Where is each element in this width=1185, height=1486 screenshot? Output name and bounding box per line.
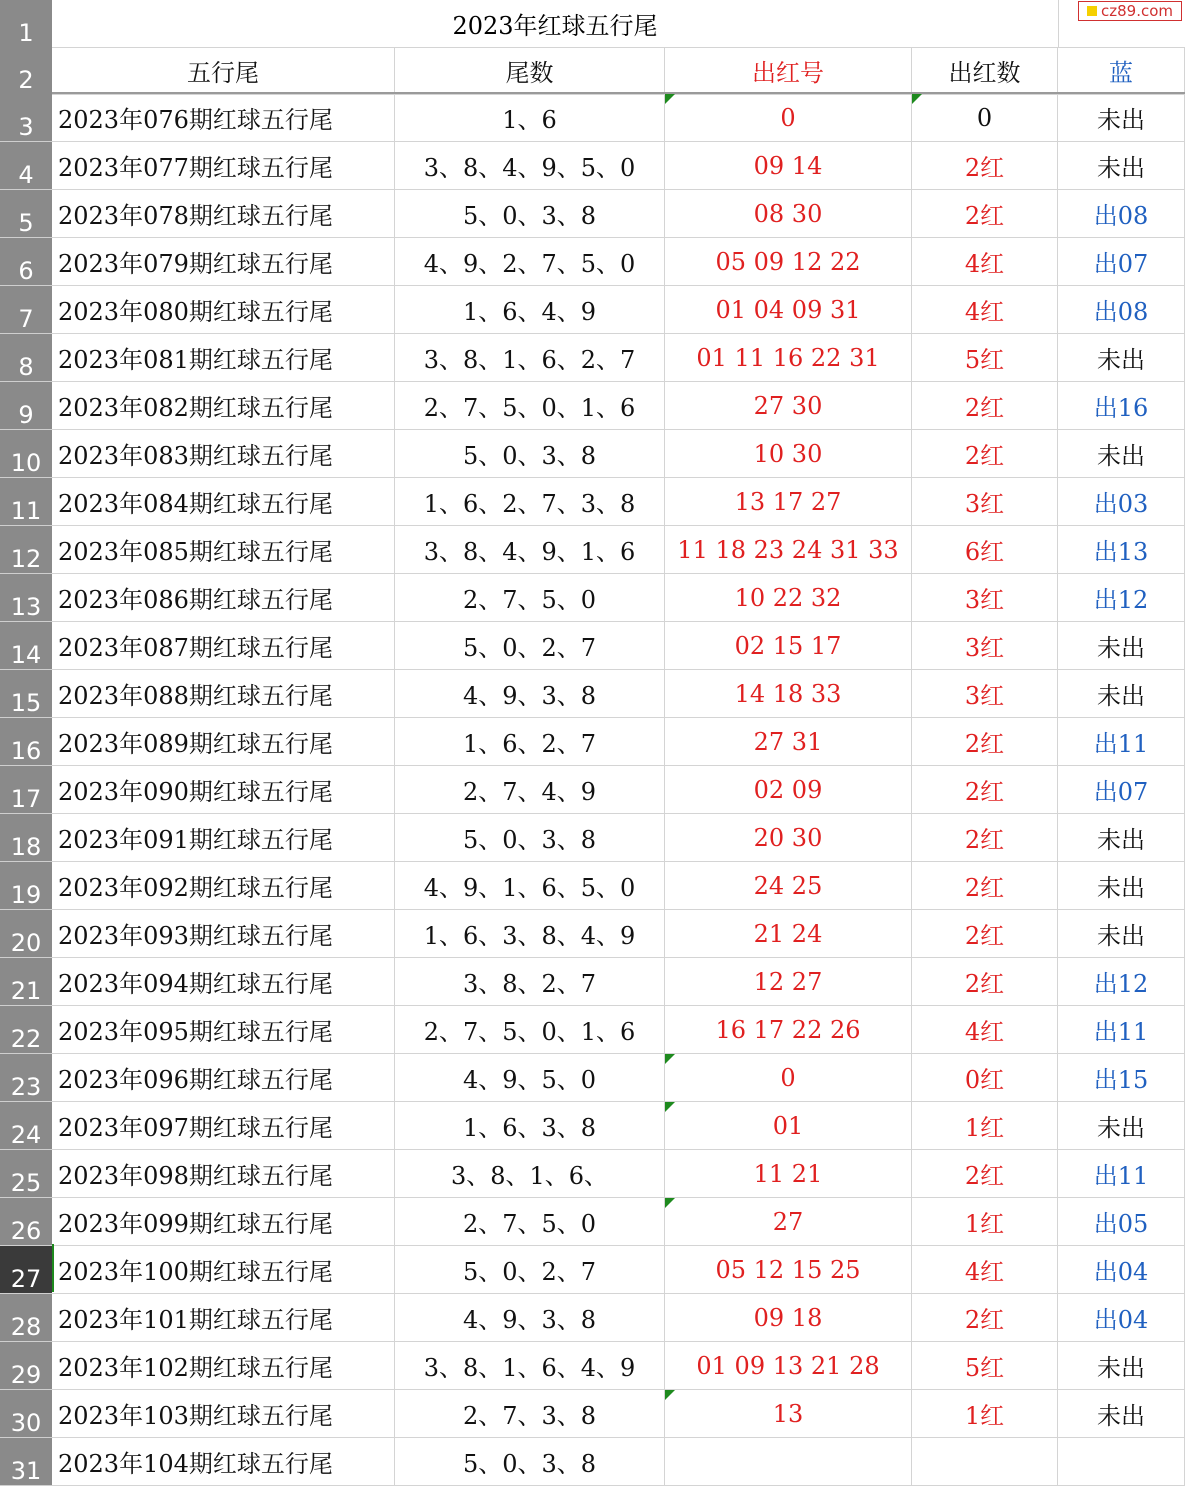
period-cell[interactable]: 2023年102期红球五行尾 — [52, 1342, 395, 1389]
period-cell[interactable]: 2023年077期红球五行尾 — [52, 142, 395, 189]
red-numbers-cell[interactable] — [665, 1006, 912, 1053]
red-count-cell[interactable] — [912, 718, 1058, 765]
blue-cell[interactable]: 出16 — [1058, 382, 1185, 429]
period-cell[interactable]: 2023年099期红球五行尾 — [52, 1198, 395, 1245]
red-count-text: 3红 — [964, 634, 1005, 662]
row-number[interactable]: 8 — [0, 334, 52, 382]
period-cell[interactable]: 2023年094期红球五行尾 — [52, 958, 395, 1005]
red-count-text: 4红 — [964, 250, 1005, 278]
row-number[interactable]: 6 — [0, 238, 52, 286]
comment-marker-icon — [665, 94, 675, 104]
tail-cell[interactable]: 1、6 — [395, 94, 665, 141]
tail-cell[interactable]: 2、7、5、0、1、6 — [395, 1006, 665, 1053]
table-row — [0, 1054, 1185, 1102]
red-count-text: 3红 — [964, 682, 1005, 710]
blue-cell[interactable]: 未出 — [1058, 334, 1185, 381]
red-count-cell[interactable] — [912, 574, 1058, 621]
red-count-text: 2红 — [964, 922, 1005, 950]
row-number[interactable]: 30 — [0, 1390, 52, 1438]
row-number[interactable]: 18 — [0, 814, 52, 862]
red-numbers-text: 11 21 — [753, 1159, 823, 1188]
red-numbers-cell[interactable] — [665, 478, 912, 525]
red-count-text: 6红 — [964, 538, 1005, 566]
tail-cell[interactable]: 2、7、5、0、1、6 — [395, 382, 665, 429]
red-numbers-cell[interactable] — [665, 622, 912, 669]
red-count-cell[interactable] — [912, 1006, 1058, 1053]
red-count-text: 2红 — [964, 778, 1005, 806]
table-row — [0, 430, 1185, 478]
red-count-text: 2红 — [964, 874, 1005, 902]
red-numbers-cell[interactable] — [665, 814, 912, 861]
red-numbers-text: 01 11 16 22 31 — [696, 343, 880, 372]
red-numbers-cell[interactable] — [665, 286, 912, 333]
red-count-cell[interactable] — [912, 430, 1058, 477]
period-cell[interactable]: 2023年095期红球五行尾 — [52, 1006, 395, 1053]
red-numbers-text: 27 31 — [753, 727, 823, 756]
tail-cell[interactable]: 3、8、1、6、2、7 — [395, 334, 665, 381]
red-numbers-cell[interactable] — [665, 382, 912, 429]
red-count-text: 5红 — [964, 1354, 1005, 1382]
red-numbers-cell[interactable] — [665, 766, 912, 813]
table-row — [0, 190, 1185, 238]
red-count-cell[interactable] — [912, 526, 1058, 573]
comment-marker-icon — [665, 1102, 675, 1112]
red-numbers-cell[interactable] — [665, 94, 912, 141]
tail-cell[interactable]: 5、0、3、8 — [395, 814, 665, 861]
header-tail[interactable]: 尾数 — [395, 47, 665, 94]
table-row — [0, 910, 1185, 958]
period-cell[interactable]: 2023年085期红球五行尾 — [52, 526, 395, 573]
red-count-text: 1红 — [964, 1210, 1005, 1238]
logo-square-icon — [1087, 6, 1097, 16]
watermark-text: cz89.com — [1100, 2, 1173, 20]
red-numbers-cell[interactable] — [665, 718, 912, 765]
red-count-text: 0 — [976, 103, 993, 132]
tail-cell[interactable]: 5、0、2、7 — [395, 1246, 665, 1293]
table-row — [0, 574, 1185, 622]
table-row — [0, 478, 1185, 526]
row-number[interactable]: 26 — [0, 1198, 52, 1246]
tail-cell[interactable]: 2、7、3、8 — [395, 1390, 665, 1437]
red-numbers-text: 01 — [772, 1111, 804, 1140]
red-numbers-text: 10 22 32 — [734, 583, 842, 612]
red-numbers-cell[interactable] — [665, 1102, 912, 1149]
red-numbers-cell[interactable] — [665, 1246, 912, 1293]
header-red[interactable]: 出红号 — [665, 47, 912, 94]
red-numbers-cell[interactable] — [665, 1438, 912, 1485]
red-count-cell[interactable] — [912, 334, 1058, 381]
table-row — [0, 334, 1185, 382]
row-number[interactable]: 2 — [0, 47, 52, 95]
red-numbers-text: 21 24 — [753, 919, 823, 948]
blue-cell[interactable]: 未出 — [1058, 142, 1185, 189]
red-numbers-text: 08 30 — [753, 199, 823, 228]
red-count-cell[interactable] — [912, 478, 1058, 525]
red-numbers-text: 12 27 — [753, 967, 823, 996]
table-row — [0, 718, 1185, 766]
red-numbers-cell[interactable] — [665, 238, 912, 285]
row-number[interactable]: 4 — [0, 142, 52, 190]
red-count-cell[interactable] — [912, 1342, 1058, 1389]
header-period[interactable]: 五行尾 — [52, 47, 395, 94]
red-numbers-text: 13 17 27 — [734, 487, 842, 516]
table-row — [0, 622, 1185, 670]
red-numbers-cell[interactable] — [665, 526, 912, 573]
red-numbers-cell[interactable] — [665, 910, 912, 957]
tail-cell[interactable]: 3、8、1、6、 — [395, 1150, 665, 1197]
row-number[interactable]: 3 — [0, 94, 52, 142]
red-count-cell[interactable] — [912, 910, 1058, 957]
red-count-text: 0红 — [964, 1066, 1005, 1094]
row-number[interactable]: 16 — [0, 718, 52, 766]
blue-cell[interactable]: 未出 — [1058, 430, 1185, 477]
row-number[interactable]: 9 — [0, 382, 52, 430]
row-number[interactable]: 10 — [0, 430, 52, 478]
period-cell[interactable]: 2023年078期红球五行尾 — [52, 190, 395, 237]
tail-cell[interactable]: 1、6、2、7、3、8 — [395, 478, 665, 525]
red-numbers-text: 11 18 23 24 31 33 — [677, 535, 899, 564]
tail-cell[interactable]: 1、6、4、9 — [395, 286, 665, 333]
red-numbers-text: 10 30 — [753, 439, 823, 468]
period-cell[interactable]: 2023年076期红球五行尾 — [52, 94, 395, 141]
table-row — [0, 1390, 1185, 1438]
red-numbers-text: 0 — [780, 103, 796, 132]
row-number[interactable]: 14 — [0, 622, 52, 670]
tail-cell[interactable]: 2、7、4、9 — [395, 766, 665, 813]
red-numbers-text: 20 30 — [753, 823, 823, 852]
red-count-cell[interactable] — [912, 814, 1058, 861]
red-count-text: 2红 — [964, 1306, 1005, 1334]
red-count-cell[interactable] — [912, 1150, 1058, 1197]
table-row — [0, 1438, 1185, 1486]
red-numbers-cell[interactable] — [665, 1294, 912, 1341]
header-count[interactable]: 出红数 — [912, 47, 1058, 94]
red-count-cell[interactable] — [912, 238, 1058, 285]
table-row — [0, 1342, 1185, 1390]
row-number[interactable]: 7 — [0, 286, 52, 334]
row-number[interactable]: 22 — [0, 1006, 52, 1054]
title-row — [0, 0, 1185, 48]
red-numbers-text: 02 09 — [753, 775, 823, 804]
blue-cell[interactable]: 出05 — [1058, 1198, 1185, 1245]
row-number[interactable]: 27 — [0, 1246, 52, 1294]
blue-cell[interactable]: 未出 — [1058, 862, 1185, 909]
red-count-cell[interactable] — [912, 142, 1058, 189]
row-number[interactable]: 24 — [0, 1102, 52, 1150]
period-cell[interactable]: 2023年096期红球五行尾 — [52, 1054, 395, 1101]
blue-cell[interactable]: 出11 — [1058, 718, 1185, 765]
tail-cell[interactable]: 2、7、5、0 — [395, 1198, 665, 1245]
active-row-indicator — [52, 1244, 54, 1292]
row-number[interactable]: 5 — [0, 190, 52, 238]
row-number[interactable]: 21 — [0, 958, 52, 1006]
period-cell[interactable]: 2023年092期红球五行尾 — [52, 862, 395, 909]
period-cell[interactable]: 2023年079期红球五行尾 — [52, 238, 395, 285]
blue-cell[interactable]: 出03 — [1058, 478, 1185, 525]
red-numbers-text: 16 17 22 26 — [715, 1015, 861, 1044]
red-numbers-cell[interactable] — [665, 142, 912, 189]
red-numbers-cell[interactable] — [665, 1390, 912, 1437]
table-row — [0, 670, 1185, 718]
tail-cell[interactable]: 4、9、3、8 — [395, 670, 665, 717]
tail-cell[interactable]: 3、8、1、6、4、9 — [395, 1342, 665, 1389]
red-numbers-text: 01 09 13 21 28 — [696, 1351, 880, 1380]
blue-cell[interactable]: 出13 — [1058, 526, 1185, 573]
blue-cell[interactable]: 出08 — [1058, 286, 1185, 333]
red-count-text: 5红 — [964, 346, 1005, 374]
tail-cell[interactable]: 3、8、4、9、5、0 — [395, 142, 665, 189]
table-row — [0, 286, 1185, 334]
red-numbers-text: 27 — [772, 1207, 804, 1236]
blue-cell[interactable]: 未出 — [1058, 1390, 1185, 1437]
red-count-cell[interactable] — [912, 1102, 1058, 1149]
red-count-cell[interactable] — [912, 1294, 1058, 1341]
red-count-text: 2红 — [964, 394, 1005, 422]
blue-cell[interactable]: 未出 — [1058, 1102, 1185, 1149]
table-row — [0, 1150, 1185, 1198]
period-cell[interactable]: 2023年101期红球五行尾 — [52, 1294, 395, 1341]
red-count-text: 2红 — [964, 154, 1005, 182]
blue-cell[interactable] — [1058, 1438, 1185, 1485]
row-number[interactable]: 11 — [0, 478, 52, 526]
tail-cell[interactable]: 1、6、3、8、4、9 — [395, 910, 665, 957]
comment-marker-icon — [665, 1054, 675, 1064]
red-count-text: 2红 — [964, 730, 1005, 758]
tail-cell[interactable]: 5、0、3、8 — [395, 190, 665, 237]
red-count-cell[interactable] — [912, 862, 1058, 909]
red-numbers-cell[interactable] — [665, 958, 912, 1005]
red-numbers-cell[interactable] — [665, 334, 912, 381]
blue-cell[interactable]: 出15 — [1058, 1054, 1185, 1101]
red-numbers-cell[interactable] — [665, 1150, 912, 1197]
row-number[interactable]: 12 — [0, 526, 52, 574]
red-numbers-text: 09 14 — [753, 151, 823, 180]
row-number[interactable]: 1 — [0, 0, 52, 48]
row-number[interactable]: 29 — [0, 1342, 52, 1390]
table-row — [0, 1102, 1185, 1150]
red-numbers-cell[interactable] — [665, 1342, 912, 1389]
red-numbers-cell[interactable] — [665, 670, 912, 717]
red-numbers-cell[interactable] — [665, 862, 912, 909]
comment-marker-icon — [665, 1198, 675, 1208]
red-numbers-text: 01 04 09 31 — [715, 295, 861, 324]
row-number[interactable]: 19 — [0, 862, 52, 910]
red-count-text: 2红 — [964, 1162, 1005, 1190]
period-cell[interactable]: 2023年090期红球五行尾 — [52, 766, 395, 813]
blue-cell[interactable]: 未出 — [1058, 814, 1185, 861]
red-numbers-text: 24 25 — [753, 871, 823, 900]
red-count-text: 3红 — [964, 586, 1005, 614]
period-cell[interactable]: 2023年087期红球五行尾 — [52, 622, 395, 669]
red-count-text: 2红 — [964, 826, 1005, 854]
period-cell[interactable]: 2023年080期红球五行尾 — [52, 286, 395, 333]
red-count-cell[interactable] — [912, 1438, 1058, 1485]
row-number[interactable]: 25 — [0, 1150, 52, 1198]
period-cell[interactable]: 2023年084期红球五行尾 — [52, 478, 395, 525]
table-row — [0, 142, 1185, 190]
period-cell[interactable]: 2023年082期红球五行尾 — [52, 382, 395, 429]
period-cell[interactable]: 2023年083期红球五行尾 — [52, 430, 395, 477]
tail-cell[interactable]: 5、0、3、8 — [395, 1438, 665, 1485]
red-count-cell[interactable] — [912, 766, 1058, 813]
blue-cell[interactable]: 出11 — [1058, 1150, 1185, 1197]
row-number[interactable]: 31 — [0, 1438, 52, 1486]
period-cell[interactable]: 2023年104期红球五行尾 — [52, 1438, 395, 1485]
table-row — [0, 238, 1185, 286]
row-number[interactable]: 28 — [0, 1294, 52, 1342]
red-numbers-text: 02 15 17 — [734, 631, 842, 660]
red-count-text: 4红 — [964, 1258, 1005, 1286]
red-count-text: 2红 — [964, 970, 1005, 998]
tail-cell[interactable]: 3、8、4、9、1、6 — [395, 526, 665, 573]
comment-marker-icon — [665, 1390, 675, 1400]
period-cell[interactable]: 2023年089期红球五行尾 — [52, 718, 395, 765]
red-count-text: 1红 — [964, 1114, 1005, 1142]
red-numbers-text: 13 — [772, 1399, 804, 1428]
red-numbers-text: 05 12 15 25 — [715, 1255, 861, 1284]
red-numbers-cell[interactable] — [665, 1198, 912, 1245]
red-count-cell[interactable] — [912, 190, 1058, 237]
red-count-cell[interactable] — [912, 1198, 1058, 1245]
table-row — [0, 958, 1185, 1006]
row-number[interactable]: 20 — [0, 910, 52, 958]
red-count-cell[interactable] — [912, 286, 1058, 333]
red-count-text: 2红 — [964, 442, 1005, 470]
red-numbers-cell[interactable] — [665, 1054, 912, 1101]
header-blue[interactable]: 蓝 — [1058, 47, 1185, 94]
blue-cell[interactable]: 未出 — [1058, 1342, 1185, 1389]
table-row — [0, 766, 1185, 814]
period-cell[interactable]: 2023年100期红球五行尾 — [52, 1246, 395, 1293]
red-count-cell[interactable] — [912, 94, 1058, 141]
red-numbers-text: 05 09 12 22 — [715, 247, 861, 276]
blue-cell[interactable]: 未出 — [1058, 910, 1185, 957]
table-row — [0, 814, 1185, 862]
blue-cell[interactable]: 出12 — [1058, 958, 1185, 1005]
row-number[interactable]: 13 — [0, 574, 52, 622]
blue-cell[interactable]: 未出 — [1058, 670, 1185, 717]
blue-cell[interactable]: 出11 — [1058, 1006, 1185, 1053]
tail-cell[interactable]: 1、6、2、7 — [395, 718, 665, 765]
tail-cell[interactable]: 4、9、2、7、5、0 — [395, 238, 665, 285]
table-row — [0, 1198, 1185, 1246]
red-numbers-text: 09 18 — [753, 1303, 823, 1332]
watermark-logo — [1078, 1, 1182, 21]
tail-cell[interactable]: 2、7、5、0 — [395, 574, 665, 621]
table-row — [0, 94, 1185, 142]
comment-marker-icon — [912, 94, 922, 104]
tail-cell[interactable]: 3、8、2、7 — [395, 958, 665, 1005]
tail-cell[interactable]: 4、9、5、0 — [395, 1054, 665, 1101]
red-count-text: 1红 — [964, 1402, 1005, 1430]
red-count-cell[interactable] — [912, 670, 1058, 717]
table-row — [0, 526, 1185, 574]
red-count-cell[interactable] — [912, 1390, 1058, 1437]
red-numbers-text: 0 — [780, 1063, 796, 1092]
period-cell[interactable]: 2023年098期红球五行尾 — [52, 1150, 395, 1197]
tail-cell[interactable]: 4、9、1、6、5、0 — [395, 862, 665, 909]
red-numbers-text: 27 30 — [753, 391, 823, 420]
row-number[interactable]: 17 — [0, 766, 52, 814]
red-count-text: 4红 — [964, 298, 1005, 326]
red-numbers-text: 14 18 33 — [734, 679, 842, 708]
blue-cell[interactable]: 出07 — [1058, 238, 1185, 285]
red-numbers-cell[interactable] — [665, 574, 912, 621]
blue-cell[interactable]: 未出 — [1058, 94, 1185, 141]
period-cell[interactable]: 2023年097期红球五行尾 — [52, 1102, 395, 1149]
blue-cell[interactable]: 出04 — [1058, 1294, 1185, 1341]
red-count-cell[interactable] — [912, 1246, 1058, 1293]
table-row — [0, 1246, 1185, 1294]
sheet-title[interactable]: 2023年红球五行尾 — [52, 0, 1059, 47]
red-numbers-cell[interactable] — [665, 190, 912, 237]
blue-cell[interactable]: 出12 — [1058, 574, 1185, 621]
period-cell[interactable]: 2023年088期红球五行尾 — [52, 670, 395, 717]
red-count-cell[interactable] — [912, 622, 1058, 669]
period-cell[interactable]: 2023年086期红球五行尾 — [52, 574, 395, 621]
red-count-cell[interactable] — [912, 1054, 1058, 1101]
header-row — [0, 47, 1185, 95]
table-row — [0, 862, 1185, 910]
table-row — [0, 1006, 1185, 1054]
blue-cell[interactable]: 出08 — [1058, 190, 1185, 237]
red-numbers-cell[interactable] — [665, 430, 912, 477]
period-cell[interactable]: 2023年091期红球五行尾 — [52, 814, 395, 861]
period-cell[interactable]: 2023年093期红球五行尾 — [52, 910, 395, 957]
blue-cell[interactable]: 出07 — [1058, 766, 1185, 813]
tail-cell[interactable]: 1、6、3、8 — [395, 1102, 665, 1149]
red-count-text: 3红 — [964, 490, 1005, 518]
blue-cell[interactable]: 出04 — [1058, 1246, 1185, 1293]
blue-cell[interactable]: 未出 — [1058, 622, 1185, 669]
red-count-cell[interactable] — [912, 382, 1058, 429]
tail-cell[interactable]: 5、0、2、7 — [395, 622, 665, 669]
row-number[interactable]: 23 — [0, 1054, 52, 1102]
red-count-cell[interactable] — [912, 958, 1058, 1005]
period-cell[interactable]: 2023年103期红球五行尾 — [52, 1390, 395, 1437]
period-cell[interactable]: 2023年081期红球五行尾 — [52, 334, 395, 381]
table-row — [0, 382, 1185, 430]
red-count-text: 4红 — [964, 1018, 1005, 1046]
red-count-text: 2红 — [964, 202, 1005, 230]
table-row — [0, 1294, 1185, 1342]
tail-cell[interactable]: 5、0、3、8 — [395, 430, 665, 477]
row-number[interactable]: 15 — [0, 670, 52, 718]
tail-cell[interactable]: 4、9、3、8 — [395, 1294, 665, 1341]
